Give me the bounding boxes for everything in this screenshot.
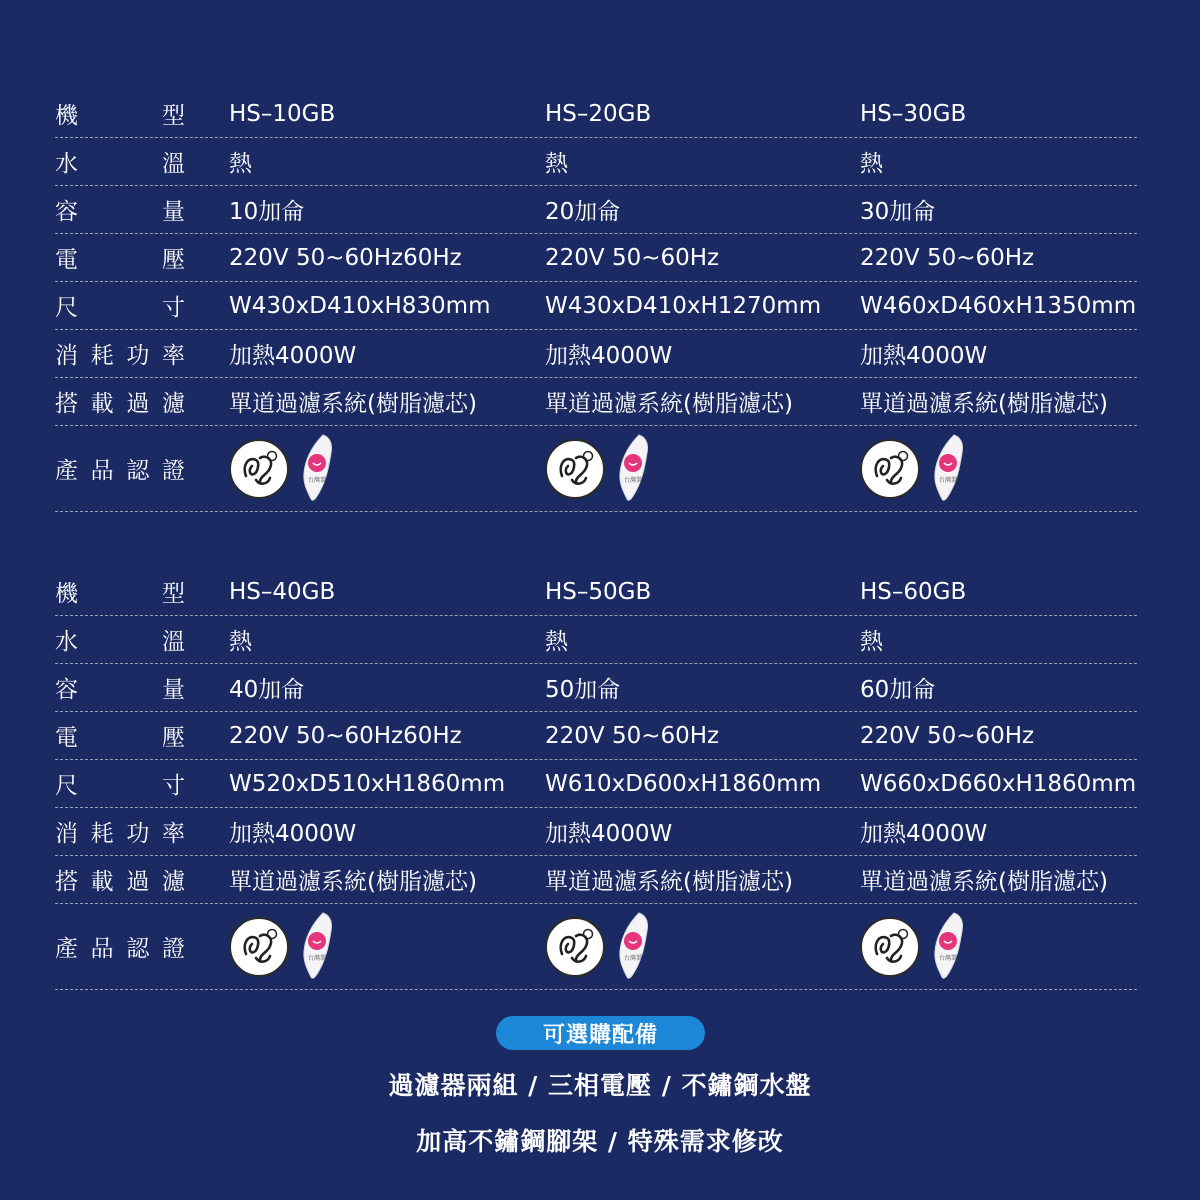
row-label-char: 證 — [161, 936, 185, 962]
spec-value: W430xD410xH830mm — [229, 292, 491, 319]
spec-value: 220V 50~60Hz60Hz — [229, 244, 462, 271]
certification-mark-icon — [545, 439, 605, 499]
row-label-char: 尺 — [55, 295, 78, 321]
spec-row-power — [55, 808, 1137, 856]
spec-value: 加熱4000W — [545, 343, 673, 369]
spec-value: 220V 50~60Hz60Hz — [229, 722, 462, 749]
made-in-taiwan-icon — [615, 433, 653, 505]
row-label-char: 容 — [55, 199, 78, 225]
spec-row-water-temp — [55, 616, 1137, 664]
certification-badges — [545, 911, 653, 983]
spec-value: 單道過濾系統(樹脂濾芯) — [545, 869, 793, 895]
spec-value: HS–30GB — [860, 100, 967, 127]
spec-row-model — [55, 568, 1137, 616]
certification-badges — [860, 433, 968, 505]
row-label-char: 電 — [55, 725, 78, 751]
spec-row-certification — [55, 904, 1137, 990]
row-label — [55, 145, 185, 178]
row-label — [55, 193, 185, 226]
row-label-char: 消 — [55, 343, 78, 369]
row-label-char: 產 — [55, 458, 78, 484]
made-in-taiwan-text: 台灣製 — [938, 476, 958, 484]
row-label-char: 機 — [55, 103, 78, 129]
spec-value: 單道過濾系統(樹脂濾芯) — [860, 391, 1108, 417]
spec-row-size — [55, 282, 1137, 330]
row-label-char: 壓 — [162, 725, 185, 751]
row-label-char: 消 — [55, 821, 78, 847]
row-label — [55, 337, 185, 370]
made-in-taiwan-icon — [299, 911, 337, 983]
row-label-char: 量 — [162, 677, 185, 703]
spec-value: 220V 50~60Hz — [545, 244, 720, 271]
row-label — [55, 671, 185, 704]
row-label — [55, 241, 185, 274]
spec-value: 10加侖 — [229, 199, 305, 225]
spec-value: W460xD460xH1350mm — [860, 292, 1137, 319]
spec-value: 加熱4000W — [229, 821, 357, 847]
spec-row-capacity — [55, 186, 1137, 234]
row-label-char: 寸 — [162, 295, 185, 321]
row-label-char: 量 — [162, 199, 185, 225]
row-label-char: 產 — [55, 936, 78, 962]
certification-mark-icon — [229, 439, 289, 499]
row-label-char: 率 — [161, 343, 185, 369]
row-label — [55, 815, 185, 848]
spec-value: 220V 50~60Hz — [860, 722, 1035, 749]
made-in-taiwan-text: 台灣製 — [623, 954, 643, 962]
spec-row-certification — [55, 426, 1137, 512]
spec-row-voltage — [55, 234, 1137, 282]
spec-value: 60加侖 — [860, 677, 936, 703]
row-label-char: 水 — [55, 629, 78, 655]
row-label-char: 容 — [55, 677, 78, 703]
spec-value: 熱 — [860, 151, 883, 177]
certification-badges — [545, 433, 653, 505]
spec-value: 220V 50~60Hz — [860, 244, 1035, 271]
spec-value: W430xD410xH1270mm — [545, 292, 822, 319]
row-label-char: 耗 — [90, 343, 114, 369]
row-label-char: 溫 — [162, 629, 185, 655]
optional-accessories-badge: 可選購配備 — [496, 1016, 705, 1050]
row-label-char: 濾 — [161, 391, 185, 417]
spec-value: 220V 50~60Hz — [545, 722, 720, 749]
spec-value: 熱 — [545, 151, 568, 177]
row-label-char: 功 — [126, 343, 150, 369]
row-label — [55, 385, 185, 418]
row-label-char: 水 — [55, 151, 78, 177]
row-label-char: 過 — [126, 869, 150, 895]
spec-table-2 — [55, 568, 1137, 990]
row-label-char: 機 — [55, 581, 78, 607]
certification-mark-icon — [545, 917, 605, 977]
spec-value: 熱 — [860, 629, 883, 655]
spec-value: HS–20GB — [545, 100, 652, 127]
row-label — [55, 863, 185, 896]
row-label-char: 尺 — [55, 773, 78, 799]
row-label-char: 認 — [126, 458, 150, 484]
spec-value: 50加侖 — [545, 677, 621, 703]
certification-mark-icon — [860, 439, 920, 499]
row-label-char: 壓 — [162, 247, 185, 273]
spec-value: 單道過濾系統(樹脂濾芯) — [229, 391, 477, 417]
row-label — [55, 623, 185, 656]
certification-mark-icon — [860, 917, 920, 977]
row-label-char: 認 — [126, 936, 150, 962]
row-label-char: 證 — [161, 458, 185, 484]
spec-value: 加熱4000W — [860, 821, 988, 847]
row-label-char: 搭 — [55, 391, 78, 417]
spec-row-model — [55, 90, 1137, 138]
row-label-char: 型 — [162, 581, 185, 607]
spec-value: HS–10GB — [229, 100, 336, 127]
row-label — [55, 767, 185, 800]
row-label-char: 率 — [161, 821, 185, 847]
spec-value: W610xD600xH1860mm — [545, 770, 822, 797]
made-in-taiwan-text: 台灣製 — [307, 954, 327, 962]
row-label — [55, 719, 185, 752]
spec-value: 加熱4000W — [229, 343, 357, 369]
spec-row-filter — [55, 856, 1137, 904]
spec-row-water-temp — [55, 138, 1137, 186]
spec-row-filter — [55, 378, 1137, 426]
spec-value: W520xD510xH1860mm — [229, 770, 506, 797]
row-label — [55, 575, 185, 608]
spec-value: 單道過濾系統(樹脂濾芯) — [860, 869, 1108, 895]
row-label — [55, 452, 185, 485]
spec-row-power — [55, 330, 1137, 378]
optional-accessories-line-2: 加高不鏽鋼腳架 / 特殊需求修改 — [416, 1127, 784, 1156]
optional-accessories-line-1: 過濾器兩組 / 三相電壓 / 不鏽鋼水盤 — [388, 1071, 812, 1100]
row-label-char: 濾 — [161, 869, 185, 895]
row-label-char: 品 — [90, 458, 114, 484]
row-label-char: 型 — [162, 103, 185, 129]
spec-value: 單道過濾系統(樹脂濾芯) — [229, 869, 477, 895]
row-label-char: 功 — [126, 821, 150, 847]
spec-row-capacity — [55, 664, 1137, 712]
made-in-taiwan-icon — [299, 433, 337, 505]
made-in-taiwan-text: 台灣製 — [623, 476, 643, 484]
spec-value: 40加侖 — [229, 677, 305, 703]
row-label-char: 載 — [90, 869, 114, 895]
spec-value: W660xD660xH1860mm — [860, 770, 1137, 797]
row-label-char: 搭 — [55, 869, 78, 895]
spec-value: 單道過濾系統(樹脂濾芯) — [545, 391, 793, 417]
spec-value: HS–40GB — [229, 578, 336, 605]
spec-row-size — [55, 760, 1137, 808]
certification-badges — [229, 911, 337, 983]
spec-value: 加熱4000W — [545, 821, 673, 847]
spec-value: 熱 — [229, 151, 252, 177]
made-in-taiwan-icon — [615, 911, 653, 983]
row-label — [55, 97, 185, 130]
spec-value: 熱 — [545, 629, 568, 655]
row-label-char: 耗 — [90, 821, 114, 847]
row-label-char: 載 — [90, 391, 114, 417]
spec-value: HS–50GB — [545, 578, 652, 605]
spec-value: 20加侖 — [545, 199, 621, 225]
spec-value: 加熱4000W — [860, 343, 988, 369]
certification-mark-icon — [229, 917, 289, 977]
made-in-taiwan-text: 台灣製 — [307, 476, 327, 484]
row-label-char: 過 — [126, 391, 150, 417]
row-label-char: 寸 — [162, 773, 185, 799]
spec-table-1 — [55, 90, 1137, 512]
row-label-char: 電 — [55, 247, 78, 273]
spec-value: 熱 — [229, 629, 252, 655]
spec-value: HS–60GB — [860, 578, 967, 605]
row-label — [55, 930, 185, 963]
certification-badges — [860, 911, 968, 983]
spec-row-voltage — [55, 712, 1137, 760]
made-in-taiwan-icon — [930, 433, 968, 505]
row-label-char: 品 — [90, 936, 114, 962]
made-in-taiwan-text: 台灣製 — [938, 954, 958, 962]
row-label-char: 溫 — [162, 151, 185, 177]
spec-value: 30加侖 — [860, 199, 936, 225]
certification-badges — [229, 433, 337, 505]
made-in-taiwan-icon — [930, 911, 968, 983]
row-label — [55, 289, 185, 322]
